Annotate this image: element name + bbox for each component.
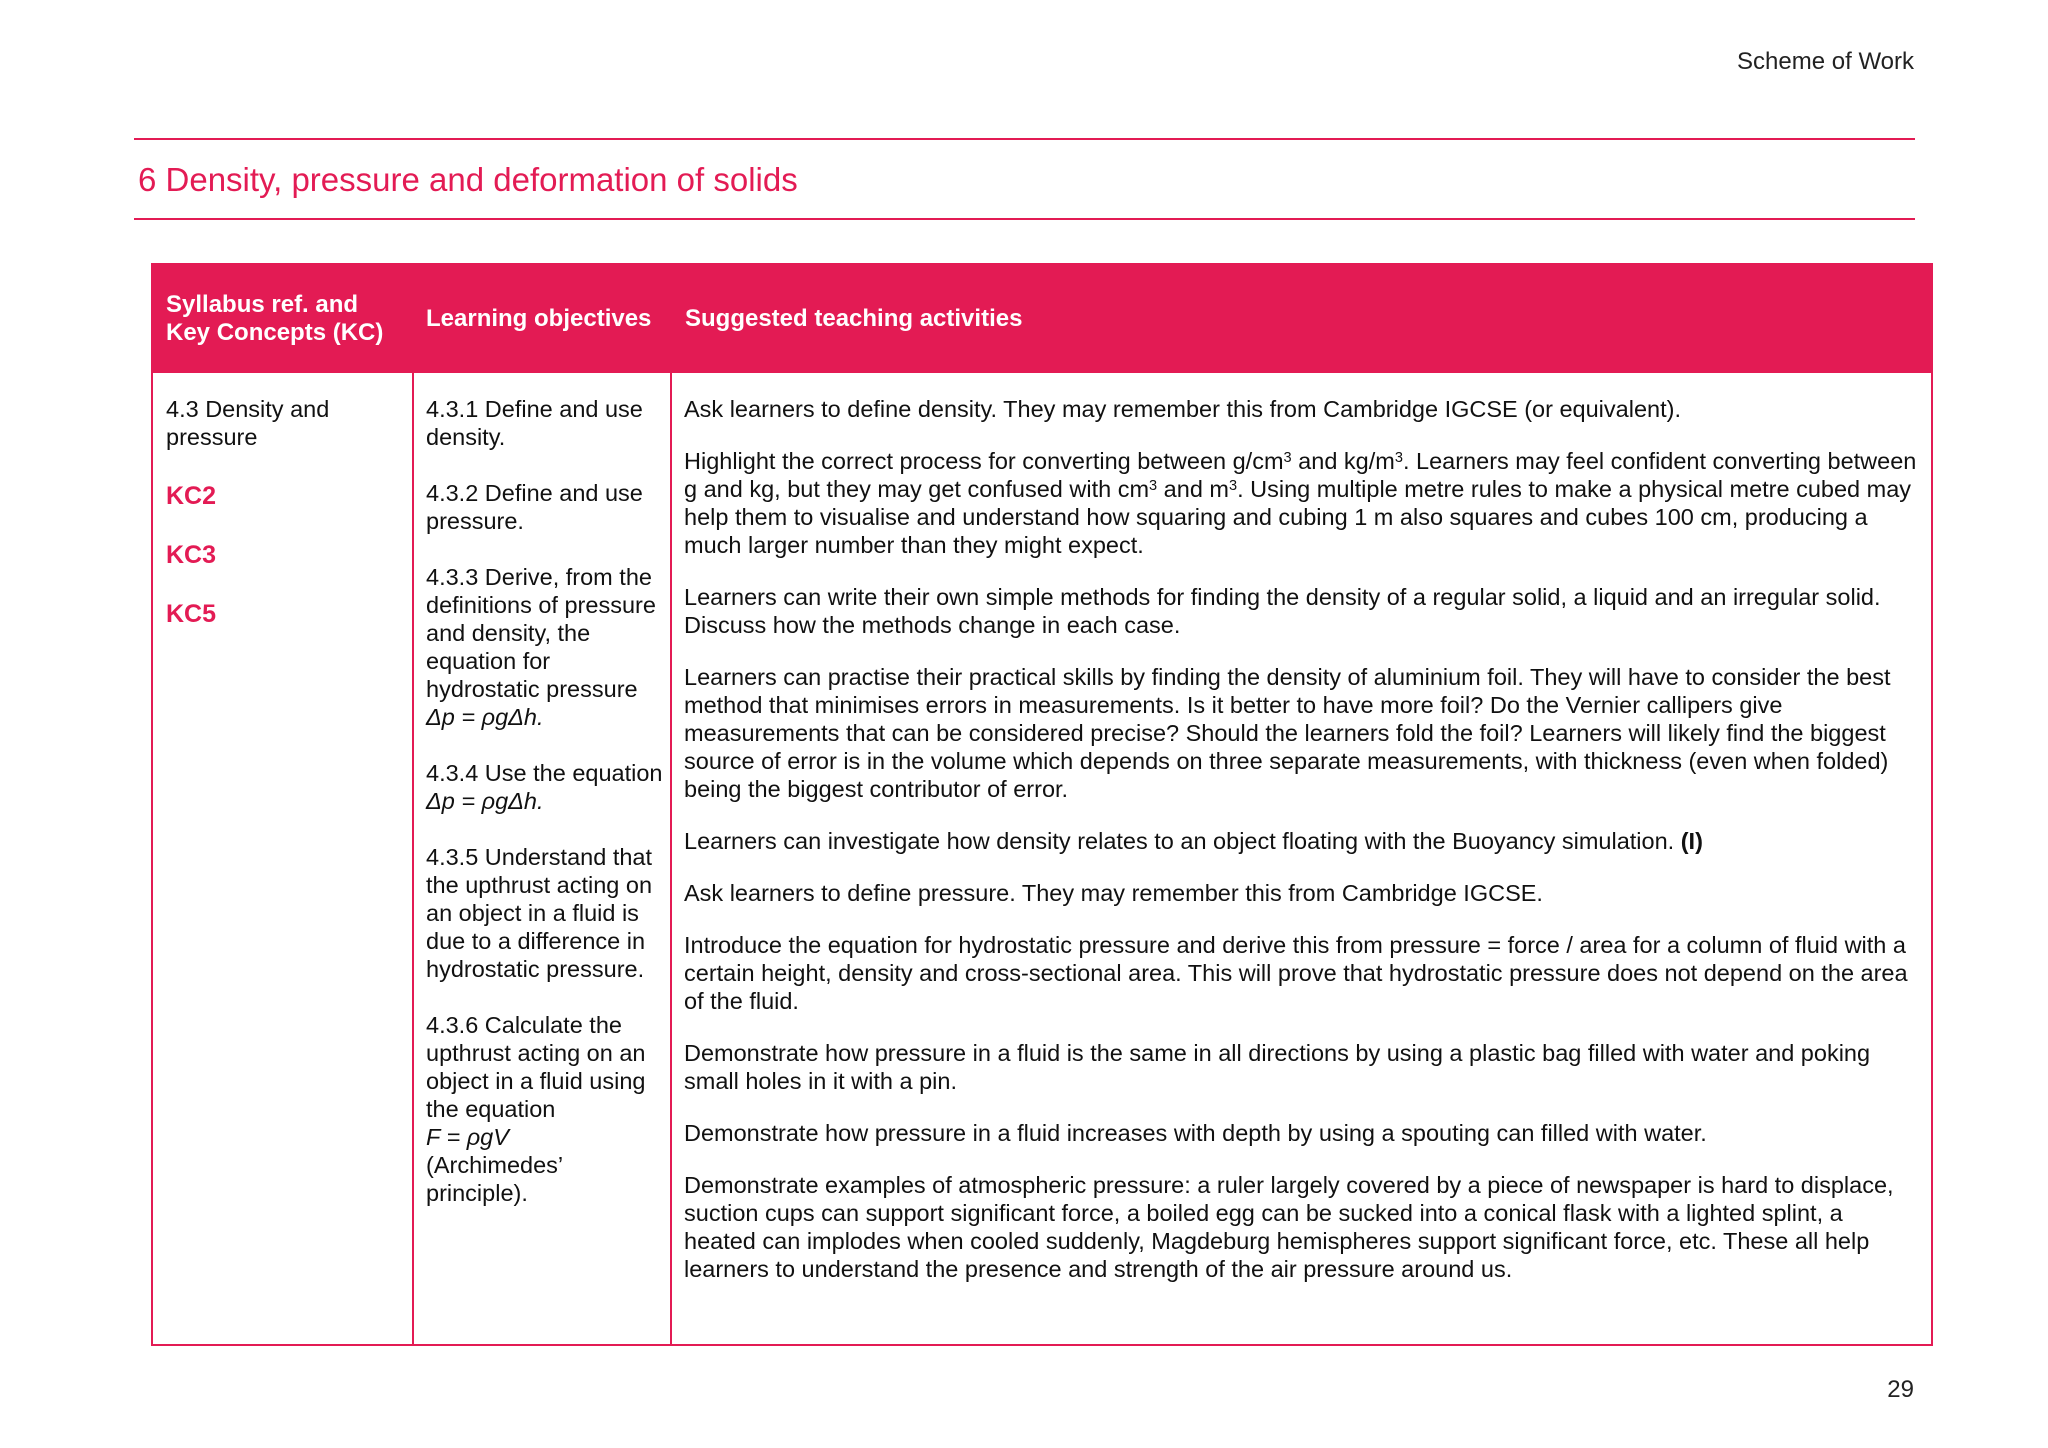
key-concept: KC3 [166,541,217,569]
objective-item [426,759,664,815]
objective-item [426,1011,664,1207]
objective-item: 4.3.2 Define and use pressure. [426,480,643,534]
page-number: 29 [1887,1376,1914,1403]
activity-paragraph: Ask learners to define pressure. They may remember this from Cambridge IGCSE. [684,880,1543,906]
syllabus-reference: 4.3 Density and pressure [166,396,330,450]
objective-item: 4.3.5 Understand that the upthrust acting on an object in a fluid is due to a difference in hydrostatic pressure. [426,844,653,982]
objective-text: 4.3.3 Derive, from the definitions of pressure and density, the equation for hydrostatic pressure [426,564,656,702]
key-concept: KC5 [166,600,217,628]
objective-item [426,563,664,731]
column-header-objectives: Learning objectives [414,265,672,373]
objective-text: 4.3.4 Use the equation [426,760,663,786]
scheme-of-work-table [151,263,1933,1346]
independent-study-tag: (I) [1680,828,1703,854]
activity-paragraph: Highlight the correct process for converting between $g/cm^3$ and $kg/m^3$. Learners may feel confident converting between g and kg, but they may get confused with $cm^3$ and $m^3$. Using multiple metre rules to make a physical metre cubed may help them to visualise and understand how squaring and cubing 1 m also squares and cubes 100 cm, producing a much larger number than they might expect. [684,448,1917,558]
objective-equation: Δp = ρgΔh. [426,704,544,730]
column-header-activities: Suggested teaching activities [672,265,1931,373]
activity-paragraph: Learners can investigate how density relates to an object floating with the Buoyancy simulation. (I) [684,828,1703,854]
activity-paragraph: Learners can write their own simple methods for finding the density of a regular solid, a liquid and an irregular solid. Discuss how the methods change in each case. [684,584,1881,638]
activity-paragraph: Demonstrate examples of atmospheric pressure: a ruler largely covered by a piece of newspaper is hard to displace, suction cups can support significant force, a boiled egg can be sucked into a conical flask with a lighted splint, a heated can implodes when cooled suddenly, Magdeburg hemispheres support significant force, etc. These all help learners to understand the presence and strength of the air pressure around us. [684,1172,1894,1282]
objective-equation: F = ρgV [426,1124,509,1150]
objective-item: 4.3.1 Define and use density. [426,396,643,450]
key-concept: KC2 [166,482,217,510]
objective-text: 4.3.6 Calculate the upthrust acting on an object in a fluid using the equation [426,1012,646,1122]
title-rule-bottom [134,218,1915,220]
objective-equation: Δp = ρgΔh. [426,788,544,814]
running-header: Scheme of Work [1737,48,1914,75]
syllabus-cell [153,373,414,1344]
section-title: 6 Density, pressure and deformation of solids [138,161,798,198]
activities-cell [672,373,1931,1344]
column-header-syllabus: Syllabus ref. and Key Concepts (KC) [153,265,414,373]
activity-paragraph: Introduce the equation for hydrostatic pressure and derive this from pressure = force / area for a column of fluid with a certain height, density and cross-sectional area. This will prove that hydrostatic pressure does not depend on the area of the fluid. [684,932,1908,1014]
objective-text: (Archimedes’ principle). [426,1152,563,1206]
activity-paragraph: Learners can practise their practical skills by finding the density of aluminium foil. They will have to consider the best method that minimises errors in measurements. Is it better to have more foil? Do the Vernier callipers give measurements that can be considered precise? Should the learners fold the foil? Learners will likely find the biggest source of error is in the volume which depends on three separate measurements, with thickness (even when folded) being the biggest contributor of error. [684,664,1891,802]
activity-paragraph: Ask learners to define density. They may remember this from Cambridge IGCSE (or equivalent). [684,396,1681,422]
objectives-cell [414,373,672,1344]
activity-paragraph: Demonstrate how pressure in a fluid is the same in all directions by using a plastic bag filled with water and poking small holes in it with a pin. [684,1040,1871,1094]
title-rule-top [134,138,1915,140]
activity-paragraph: Demonstrate how pressure in a fluid increases with depth by using a spouting can filled with water. [684,1120,1707,1146]
